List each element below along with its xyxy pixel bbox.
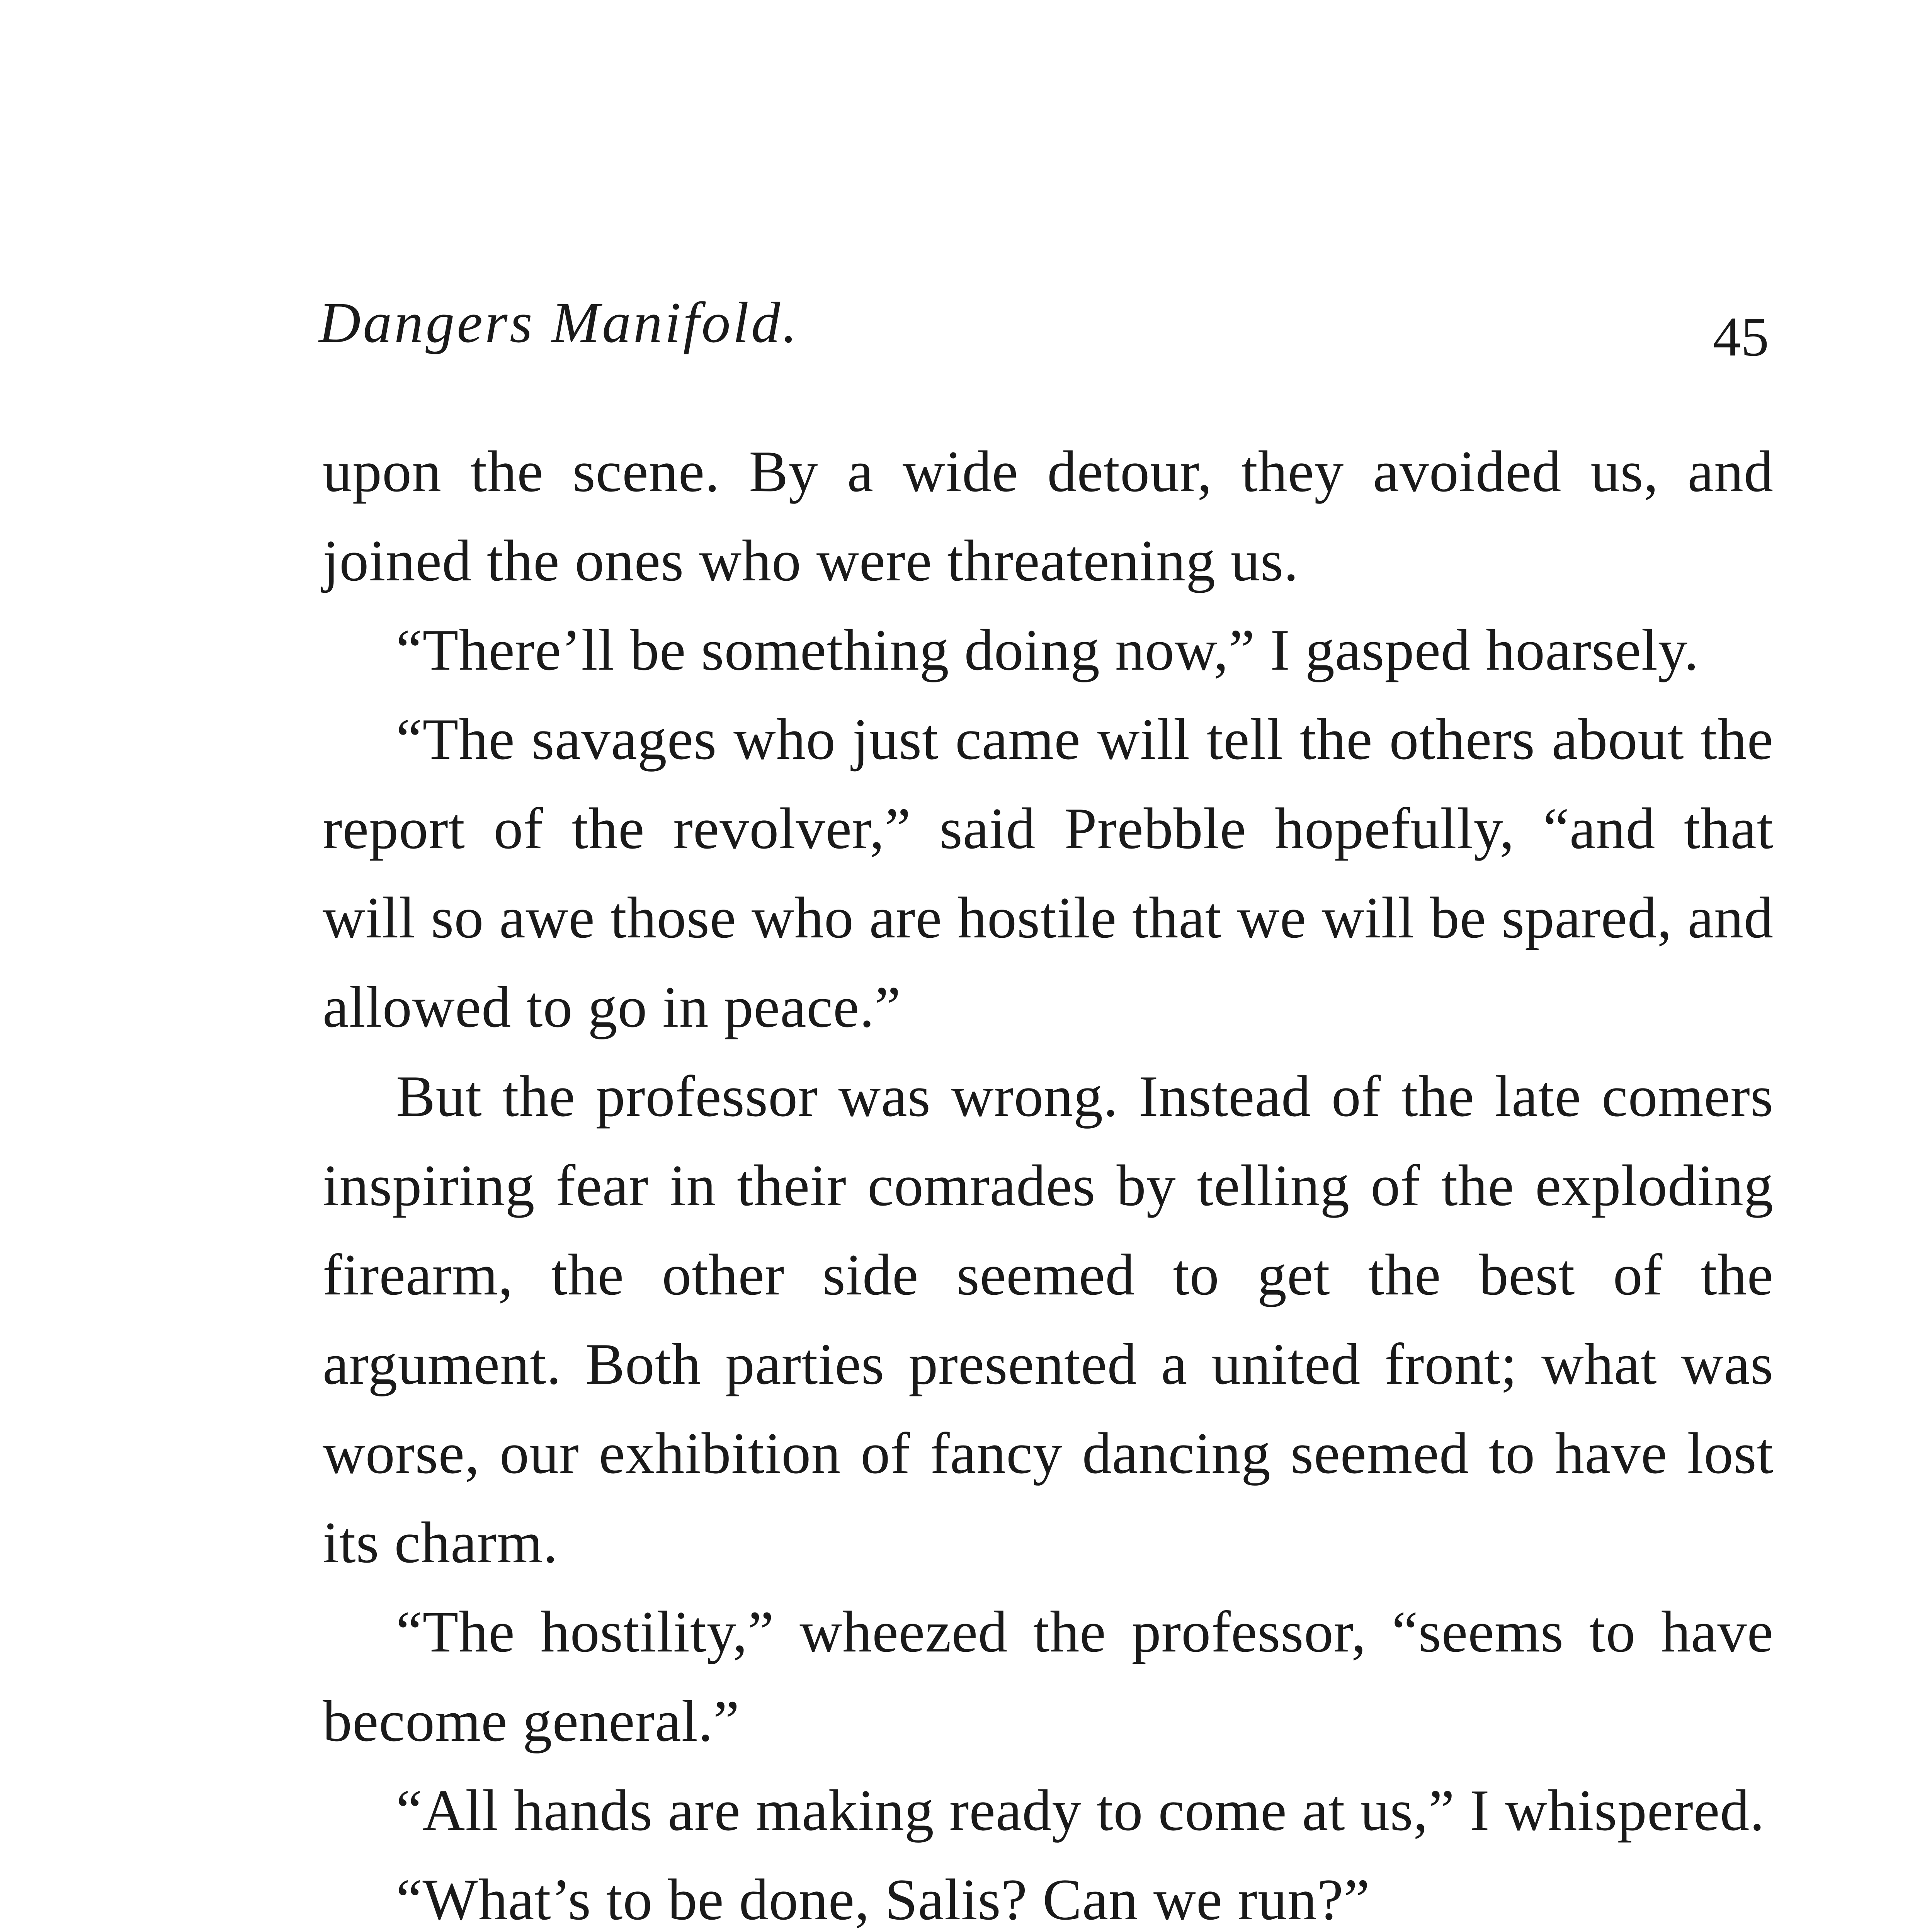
paragraph: “What’s to be done, Salis? Can we run?” <box>396 1867 1370 1932</box>
page-number: 45 <box>1713 306 1769 368</box>
paragraph: “There’ll be something doing now,” I gasped hoarsely. <box>396 617 1699 682</box>
body-text <box>323 427 1774 1932</box>
paragraph: “The savages who just came will tell the others about the report of the revolver,” said Prebble hopefully, “and that will so awe those who are hostile that we will be spared, and allowed to go in peace.” <box>323 707 1774 1039</box>
paragraph: “The hostility,” wheezed the professor, “seems to have become general.” <box>323 1599 1774 1753</box>
paragraph-continued: upon the scene. By a wide detour, they avoided us, and joined the ones who were threatening us. <box>323 439 1774 593</box>
paragraph: “All hands are making ready to come at us,” I whispered. <box>396 1778 1765 1843</box>
running-title: Dangers Manifold. <box>319 291 799 355</box>
paragraph: But the professor was wrong. Instead of the late comers inspiring fear in their comrades by telling of the exploding firearm, the other side seemed to get the best of the argument. Both parties presented a united front; what was worse, our exhibition of fancy dancing seemed to have lost its charm. <box>323 1064 1774 1575</box>
